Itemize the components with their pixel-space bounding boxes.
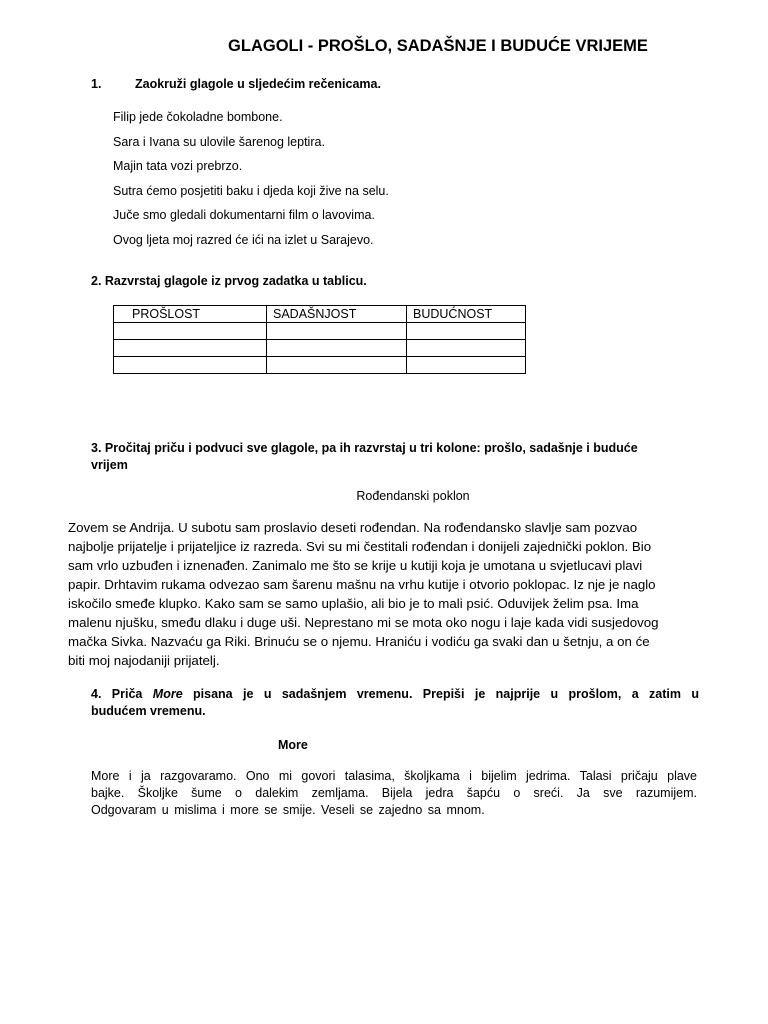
task-1-heading <box>91 77 381 91</box>
verb-table <box>113 305 526 374</box>
story-line: najbolje prijatelje i prijateljice iz razreda. Svi su mi čestitali rođendan i donijeli zajednički poklon. Bio <box>68 539 652 554</box>
task-1-sentences <box>113 109 389 257</box>
story-line: iskočilo smeđe klupko. Kako sam se samo uplašio, ali bio je to mali psić. Oduvijek želim psa. Ima <box>68 596 639 611</box>
task-4-story-name: More <box>152 687 183 701</box>
task-3-heading <box>91 440 638 474</box>
table-cell[interactable] <box>114 340 267 357</box>
task-3-heading-line: 3. Pročitaj priču i podvuci sve glagole, pa ih razvrstaj u tri kolone: prošlo, sadašnje i buduće <box>91 441 638 455</box>
more-text <box>91 768 697 819</box>
table-header-row <box>114 306 526 323</box>
task-4-prefix: 4. Priča <box>91 687 153 701</box>
more-line: More i ja razgovaramo. Ono mi govori talasima, školjkama i bijelim jedrima. Talasi pričaju plave <box>91 769 697 783</box>
table-cell[interactable] <box>267 340 407 357</box>
table-row <box>114 323 526 340</box>
task-1-number: 1. <box>91 77 102 91</box>
column-header-future: BUDUĆNOST <box>407 306 526 323</box>
sentence: Sutra ćemo posjetiti baku i djeda koji žive na selu. <box>113 183 389 198</box>
story-line: malenu njušku, smeđu dlaku i duge uši. Neprestano mi se mota oko nogu i laje kada vidi susjedovog <box>68 615 659 630</box>
task-4-heading <box>91 686 699 720</box>
story-line: sam vrlo uzbuđen i iznenađen. Zanimalo me što se krije u kutiji koja je umotana u svjetlucavi plavi <box>68 558 643 573</box>
table-row <box>114 340 526 357</box>
table-cell[interactable] <box>407 323 526 340</box>
table-cell[interactable] <box>267 357 407 374</box>
column-header-present: SADAŠNJOST <box>267 306 407 323</box>
more-line: Odgovaram u mislima i more se smije. Veseli se zajedno sa mnom. <box>91 803 485 817</box>
table-cell[interactable] <box>114 323 267 340</box>
story-line: mačka Sivka. Nazvaću ga Riki. Brinuću se o njemu. Hraniću i vodiću ga svaki dan u šetnju, a on će <box>68 634 650 649</box>
table-cell[interactable] <box>267 323 407 340</box>
story-title: Rođendanski poklon <box>356 489 470 503</box>
task-4-heading-line: budućem vremenu. <box>91 704 206 718</box>
story-text <box>68 518 688 670</box>
task-4-heading-line <box>91 686 699 703</box>
table-cell[interactable] <box>407 357 526 374</box>
story-line: Zovem se Andrija. U subotu sam proslavio deseti rođendan. Na rođendansko slavlje sam pozvao <box>68 520 638 535</box>
task-1-heading-text: Zaokruži glagole u sljedećim rečenicama. <box>135 77 381 91</box>
story-line: biti moj najodaniji prijatelj. <box>68 653 220 668</box>
table-row <box>114 357 526 374</box>
story-line: papir. Drhtavim rukama odvezao sam šarenu mašnu na vrhu kutije i otvorio poklopac. Iz nje je naglo <box>68 577 656 592</box>
more-line: bajke. Školjke šume o dalekim zemljama. Bijela jedra šapću o sreći. Ja sve razumijem. <box>91 786 697 800</box>
page-title: GLAGOLI - PROŠLO, SADAŠNJE I BUDUĆE VRIJEME <box>228 37 648 55</box>
sentence: Filip jede čokoladne bombone. <box>113 110 283 124</box>
column-header-past: PROŠLOST <box>114 306 267 323</box>
sentence: Majin tata vozi prebrzo. <box>113 159 243 174</box>
more-title: More <box>278 738 308 752</box>
sentence: Ovog ljeta moj razred će ići na izlet u Sarajevo. <box>113 232 374 247</box>
sentence: Juče smo gledali dokumentarni film o lavovima. <box>113 208 375 223</box>
task-3-heading-line: vrijem <box>91 458 128 472</box>
table-cell[interactable] <box>407 340 526 357</box>
task-2-heading: 2. Razvrstaj glagole iz prvog zadatka u tablicu. <box>91 274 367 288</box>
task-4-heading-rest: pisana je u sadašnjem vremenu. Prepiši je najprije u prošlom, a zatim u <box>182 687 699 701</box>
sentence: Sara i Ivana su ulovile šarenog leptira. <box>113 134 325 149</box>
table-cell[interactable] <box>114 357 267 374</box>
